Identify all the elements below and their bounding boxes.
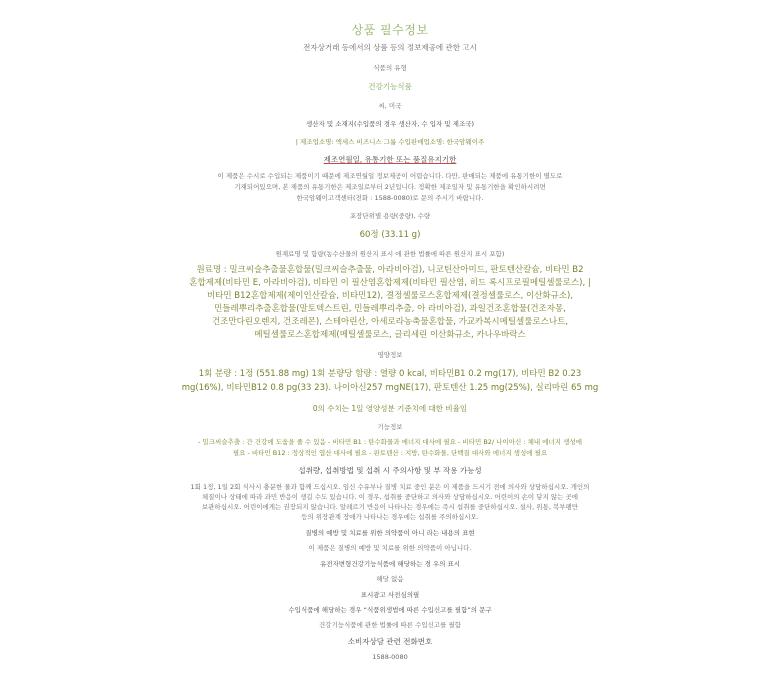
food-type-value: 건강기능식품: [368, 82, 412, 91]
disease-value: 이 제품은 질병의 예방 및 치료를 위한 의약품이 아닙니다.: [308, 544, 472, 552]
ingredients-line: 혼합제제(비타민 E, 아라비아검), 비타민 이 필산염혼합제제(비타민 필산염, 히드 록시프로필메틸셀룰로스), |: [189, 278, 591, 288]
import-heading: 수입식품에 해당하는 경우 “식품위생법에 따른 수입신고를 필함”의 문구: [288, 606, 492, 614]
nutrition-line: mg(16%), 비타민B12 0.8 pg(33 23). 나이아신257 mgNE(17), 판토텐산 1.25 mg(25%), 실리마린 65 mg: [181, 383, 599, 393]
capacity-heading: 포장단위별 용량(중량), 수량: [349, 212, 431, 220]
ingredients-line: 메틸셀룰로스혼합제제(메틸셀룰로스, 글리세린 이산화규소, 카나우바락스: [254, 330, 526, 340]
nutrition-line: 1회 분량 : 1정 (551.88 mg) 1회 분량당 함량 : 열량 0 kcal, 비타민B1 0.2 mg(17), 비타민 B2 0.23: [198, 369, 582, 379]
date-note: 기재되어있으며, 본 제품의 유통기한은 제조일로부터 2년입니다. 정확한 제조일자 및 유통기한을 확인하시려면: [234, 183, 546, 191]
page-title: 상품 필수정보: [351, 23, 429, 37]
date-note: 이 제품은 수시로 수입되는 제품이기 때문에 제조연월일 정보제공이 어렵습니다. 다만, 판매되는 제품에 유통기한이 별도로: [217, 172, 563, 180]
gmo-heading: 유전자변형건강기능식품에 해당하는 경 우의 표시: [319, 560, 461, 568]
ingredients-heading: 원재료명 및 함량(농수산물의 원산지 표시 에 관한 법률에 따른 원산지 표시 포함): [275, 250, 505, 258]
caution-line: 1회 1정, 1일 2회 식사시 충분한 물과 함께 드십시오. 임신 수유부나 질병 치료 중인 분은 이 제품을 드시기 전에 의사와 상담하십시오. 개인의: [190, 483, 590, 491]
date-heading: 제조연월일, 유통기한 또는 품질유지기한: [323, 155, 457, 164]
subtitle: 전자상거래 등에서의 상품 등의 정보제공에 관한 고시: [303, 43, 477, 52]
consumer-phone: 1588-0080: [372, 653, 408, 661]
nutrition-heading: 영양정보: [377, 351, 403, 359]
consumer-heading: 소비자상담 관련 전화번호: [347, 637, 433, 646]
caution-line: 체질이나 상태에 따라 과민 반응이 생길 수도 있습니다. 이 경우, 섭취를 중단하고 의사와 상담하십시오. 어린이의 손이 닿지 않는 곳에: [201, 493, 579, 501]
origin: 씨, 미국: [378, 102, 402, 110]
ingredients-line: 민들레뿌리추출혼합물(말토덱스트린, 민들레뿌리추출, 아 라비아검), 과일건조혼합물(건조자몽,: [214, 304, 566, 314]
food-type-heading: 식품의 유형: [373, 64, 407, 72]
function-line: 필요 - 비타민 B12 : 정상적인 엽산 대사에 필요 - 판토텐산 : 지방, 탄수화물, 단백질 대사와 에너지 생성에 필요: [232, 449, 548, 457]
ingredients-line: 비타민 B12혼합제제(제이인산칼슘, 비타민12), 결정셀룰로스혼합제제(결정셀룰로스, 이산화규소),: [206, 291, 574, 301]
import-value: 건강기능식품에 관한 법률에 따른 수입신고를 필함: [318, 621, 462, 629]
gmo-value: 해당 없음: [376, 575, 404, 583]
daily-value-note: 0의 수치는 1일 영양성분 기준치에 대한 비율임: [312, 404, 468, 413]
caution-line: 보관하십시오. 어린이에게는 권장되지 않습니다. 알레르기 반응이 나타나는 경우에는 즉시 섭취를 중단하십시오. 설사, 위통, 복부팽만: [201, 503, 579, 511]
producer-heading: 생산자 및 소재지(수입품의 경우 생산자, 수 입자 및 제조국): [305, 120, 475, 128]
product-info-document: [140, 22, 640, 661]
disease-heading: 질병의 예방 및 치료를 위한 의약품이 아니 라는 내용의 표현: [305, 529, 475, 537]
ad-heading: 표시광고 사전심의필: [360, 591, 420, 599]
ingredients-list: [140, 264, 640, 342]
date-note: 한국암웨이고객센터(전화 : 1588-0080)로 문의 주시기 바랍니다.: [296, 194, 484, 202]
caution-text: [140, 482, 640, 522]
producer-value: | 제조업소명: 액세스 비즈니스 그룹 수입판매업소명: 한국암웨이주: [295, 138, 485, 146]
function-line: - 밀크씨슬추출 : 간 건강에 도움을 줄 수 있음 - 비타민 B1 : 탄수화물과 에너지 대사에 필요 - 비타민 B2/ 나이아신 : 체내 에너지 생성에: [198, 438, 582, 446]
caution-heading: 섭취량, 섭취방법 및 섭취 시 주의사항 및 부 작용 가능성: [298, 466, 482, 475]
capacity-value: 60정 (33.11 g): [359, 230, 421, 240]
ingredients-line: 원료명 : 밀크씨슬추출물혼합물(밀크씨슬추출물, 아라비아검), 니코틴산아미드, 판토텐산칼슘, 비타민 B2: [196, 265, 584, 275]
caution-line: 등의 위장관계 장애가 나타나는 경우에는 섭취를 주의하십시오.: [301, 513, 479, 521]
function-heading: 기능정보: [377, 423, 403, 431]
ingredients-line: 건조만다린오렌지, 건조레몬), 스테아린산, 아세로라농축물혼합물, 가교카복시메틸셀룰로스나트,: [211, 317, 569, 327]
